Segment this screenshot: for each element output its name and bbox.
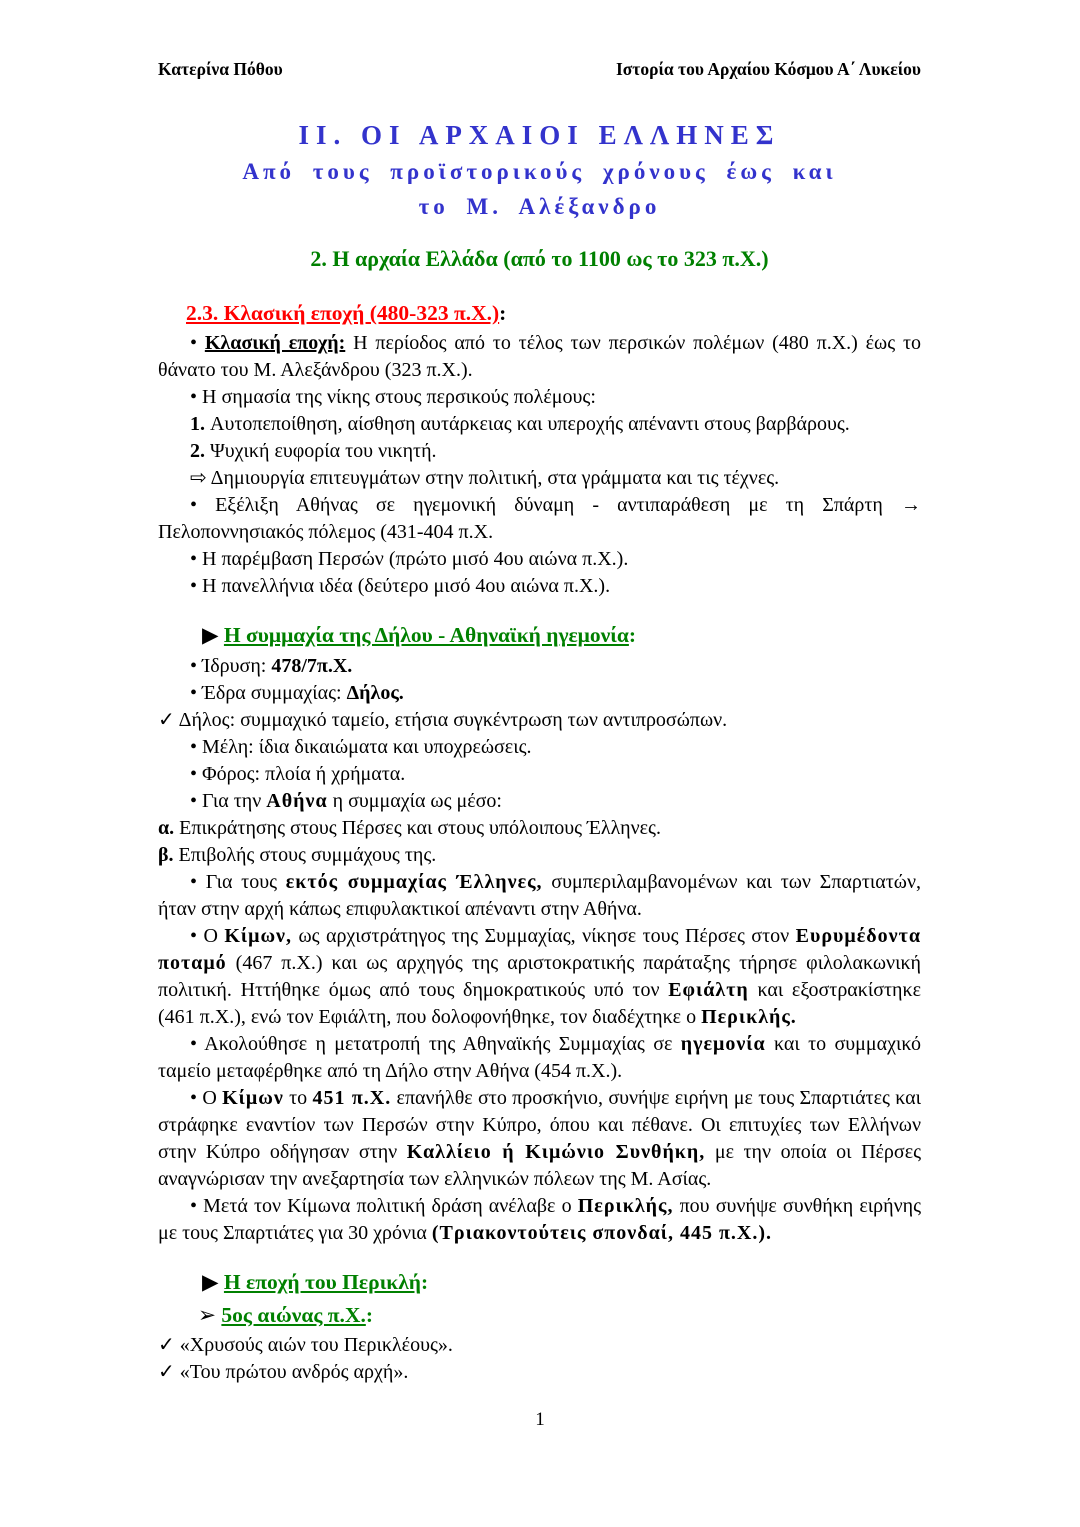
text-run: επανήλθε στο προσκήνιο, συνήψε ειρήνη με τους Σπαρτιάτες και στράφηκε εναντίον των Περσών στην Κύπρο, όπου και πέθανε. Οι επιτυχίες των Ελλήνων στην Κύπρο οδήγησαν στην [158, 1087, 921, 1163]
page-header [158, 58, 921, 80]
text-run: ✓ [158, 1361, 180, 1383]
text-run: Η συμμαχία της Δήλου - Αθηναϊκή ηγεμονία [223, 623, 629, 647]
text-run: • [190, 682, 203, 704]
text-run: Από τους προϊστορικούς χρόνους έως και [242, 159, 837, 184]
text-run: 1. [190, 413, 210, 435]
text-run: Η παρέμβαση Περσών (πρώτο μισό 4ου αιώνα π.Χ.). [202, 548, 629, 570]
paragraph [158, 1193, 921, 1247]
heading-pericles-era [158, 1267, 921, 1297]
text-run: Κίμων, [224, 925, 292, 947]
text-run: • [190, 790, 203, 812]
paragraph [158, 788, 921, 815]
text-run: (Τριακοντούτεις σπονδαί, 445 π.Χ.). [431, 1222, 772, 1244]
paragraph [158, 815, 921, 842]
text-run: • [190, 1087, 203, 1109]
text-run: ⇨ [190, 467, 211, 489]
text-run: Καλλίειο ή Κιμώνιο Συνθήκη, [406, 1141, 706, 1163]
text-run: ✓ [158, 1334, 180, 1356]
text-run: • [190, 386, 203, 408]
section-heading [158, 244, 921, 274]
text-run: : [628, 623, 637, 647]
text-run: ✓ [158, 709, 179, 731]
text-run: Ψυχική ευφορία του νικητή. [210, 440, 437, 462]
text-run: 2. Η αρχαία Ελλάδα (από το 1100 ως το 323 π.Χ.) [310, 246, 769, 271]
text-run: «Του πρώτου ανδρός αρχή». [179, 1361, 409, 1383]
doc-title-line-3 [158, 189, 921, 224]
paragraph [158, 492, 921, 546]
text-run: • [190, 332, 205, 354]
text-run: Περικλής. [701, 1006, 797, 1028]
text-run: Πελοποννησιακός πόλεμος (431-404 π.Χ. [158, 521, 494, 543]
text-run: Περικλής, [577, 1195, 674, 1217]
text-run: • [190, 871, 206, 893]
text-run: Ίδρυση: [202, 655, 272, 677]
text-run: Για τους [205, 871, 286, 893]
text-run: Εφιάλτη [668, 979, 749, 1001]
text-run: Επιβολής στους συμμάχους της. [178, 844, 437, 866]
text-run: • [190, 575, 203, 597]
text-run: το Μ. Αλέξανδρο [418, 194, 661, 219]
document-body [158, 116, 921, 1386]
text-run: α. [158, 817, 180, 839]
text-run: Έδρα συμμαχίας: [202, 682, 347, 704]
paragraph [158, 546, 921, 573]
text-run: • [190, 925, 204, 947]
text-run: και εξοστρακίστηκε (461 π.Χ.), ενώ τον Εφιάλτη, που δολοφονήθηκε, τον διαδέχτηκε ο [158, 979, 921, 1028]
text-run: Ακολούθησε η μετατροπή της Αθηναϊκής Συμμαχίας σε [204, 1033, 681, 1055]
paragraph [158, 869, 921, 923]
text-run: • [190, 763, 203, 785]
text-run: : [499, 301, 507, 325]
paragraph [158, 842, 921, 869]
text-run: Η περίοδος από το τέλος των περσικών πολέμων (480 π.Χ.) έως το θάνατο του Μ. Αλεξάνδρου (323 π.Χ.). [158, 332, 921, 381]
text-run: : [365, 1303, 373, 1327]
text-run: • [190, 548, 203, 570]
text-run: Η εποχή του Περικλή [223, 1270, 421, 1294]
paragraph [158, 1031, 921, 1085]
paragraph [158, 465, 921, 492]
text-run: Μετά τον Κίμωνα πολιτική δράση ανέλαβε ο [203, 1195, 578, 1217]
text-run: Επικράτησης στους Πέρσες και στους υπόλοιπους Έλληνες. [179, 817, 661, 839]
text-run: Αθήνα [266, 790, 328, 812]
text-run: Εξέλιξη Αθήνας σε ηγεμονική δύναμη - αντιπαράθεση με τη Σπάρτη [215, 494, 901, 516]
header-course-title: Ιστορία του Αρχαίου Κόσμου Α΄ Λυκείου [615, 59, 921, 79]
subsection-heading [158, 298, 921, 328]
text-run: • [190, 1033, 205, 1055]
paragraph [158, 653, 921, 680]
text-run: Ο [203, 925, 225, 947]
text-run: «Χρυσούς αιών του Περικλέους». [179, 1334, 453, 1356]
text-run: • [190, 655, 203, 677]
text-run: Η σημασία της νίκης στους περσικούς πολέμους: [202, 386, 596, 408]
text-run: Η πανελλήνια ιδέα (δεύτερο μισό 4ου αιώνα π.Χ.). [202, 575, 611, 597]
paragraph [158, 923, 921, 1031]
paragraph [158, 438, 921, 465]
text-run: η συμμαχία ως μέσο: [327, 790, 502, 812]
paragraph [158, 1085, 921, 1193]
text-run: Αυτοπεποίθηση, αίσθηση αυτάρκειας και υπεροχής απέναντι στους βαρβάρους. [210, 413, 850, 435]
text-run: 5ος αιώνας π.Χ. [221, 1303, 366, 1327]
text-run: β. [158, 844, 179, 866]
text-run: Ο [202, 1087, 223, 1109]
paragraph [158, 1359, 921, 1386]
text-run: Δημιουργία επιτευγμάτων στην πολιτική, στα γράμματα και τις τέχνες. [210, 467, 780, 489]
text-run: ως αρχιστράτηγος της Συμμαχίας, νίκησε τους Πέρσες στον [292, 925, 796, 947]
text-run: Μέλη: ίδια δικαιώματα και υποχρεώσεις. [202, 736, 532, 758]
doc-title-line-2 [158, 154, 921, 189]
text-run: ▶ [202, 1270, 224, 1294]
text-run: που συνήψε συνθήκη ειρήνης με τους Σπαρτιάτες για 30 χρόνια [158, 1195, 921, 1244]
text-run: εκτός συμμαχίας Έλληνες, [285, 871, 543, 893]
header-author: Κατερίνα Πόθου [158, 59, 283, 79]
paragraph [158, 330, 921, 384]
text-run: το [283, 1087, 313, 1109]
text-run: ΙΙ. ΟΙ ΑΡΧΑΙΟΙ ΕΛΛΗΝΕΣ [298, 120, 781, 150]
heading-5th-century [158, 1300, 921, 1330]
text-run: (467 π.Χ.) και ως αρχηγός της αριστοκρατικής παράταξης τήρησε φιλολακωνική πολιτική. Ηττήθηκε όμως από τους δημοκρατικούς υπό τον [158, 952, 921, 1001]
text-run: συμπεριλαμβανομένων και των Σπαρτιατών, ήταν στην αρχή κάπως επιφυλακτικοί απέναντι στην Αθήνα. [158, 871, 922, 920]
text-run: 2.3. Κλασική εποχή (480-323 π.Χ.) [186, 301, 500, 325]
paragraph [158, 680, 921, 707]
text-run: Για την [202, 790, 267, 812]
text-run: 478/7π.Χ. [271, 655, 353, 677]
paragraph [158, 1332, 921, 1359]
paragraph [158, 573, 921, 600]
text-run: με την οποία οι Πέρσες αναγνώρισαν την ανεξαρτησία των ελληνικών πόλεων της Μ. Ασίας. [158, 1141, 922, 1190]
page-number: 1 [535, 1409, 545, 1430]
text-run: 2. [190, 440, 210, 462]
paragraph [158, 707, 921, 734]
doc-title-line-1 [158, 116, 921, 154]
text-run: ➢ [198, 1303, 222, 1327]
text-run: • [190, 736, 203, 758]
text-run: ▶ [202, 623, 224, 647]
text-run: Κίμων [222, 1087, 284, 1109]
paragraph [158, 384, 921, 411]
paragraph [158, 411, 921, 438]
paragraph [158, 734, 921, 761]
text-run: • [190, 1195, 204, 1217]
text-run: Ευρυμέδοντα ποταμό [158, 925, 921, 974]
text-run: 451 π.Χ. [312, 1087, 392, 1109]
text-run: και το συμμαχικό ταμείο μεταφέρθηκε από τη Δήλο στην Αθήνα (454 π.Χ.). [158, 1033, 921, 1082]
text-run: ηγεμονία [680, 1033, 766, 1055]
text-run: : [420, 1270, 429, 1294]
text-run: Κλασική εποχή: [204, 332, 346, 354]
text-run: Δήλος. [346, 682, 404, 704]
text-run: → [900, 494, 921, 516]
text-run: • [190, 494, 216, 516]
text-run: Φόρος: πλοία ή χρήματα. [202, 763, 406, 785]
text-run: Δήλος: συμμαχικό ταμείο, ετήσια συγκέντρωση των αντιπροσώπων. [178, 709, 728, 731]
heading-delian-league [158, 620, 921, 650]
paragraph [158, 761, 921, 788]
